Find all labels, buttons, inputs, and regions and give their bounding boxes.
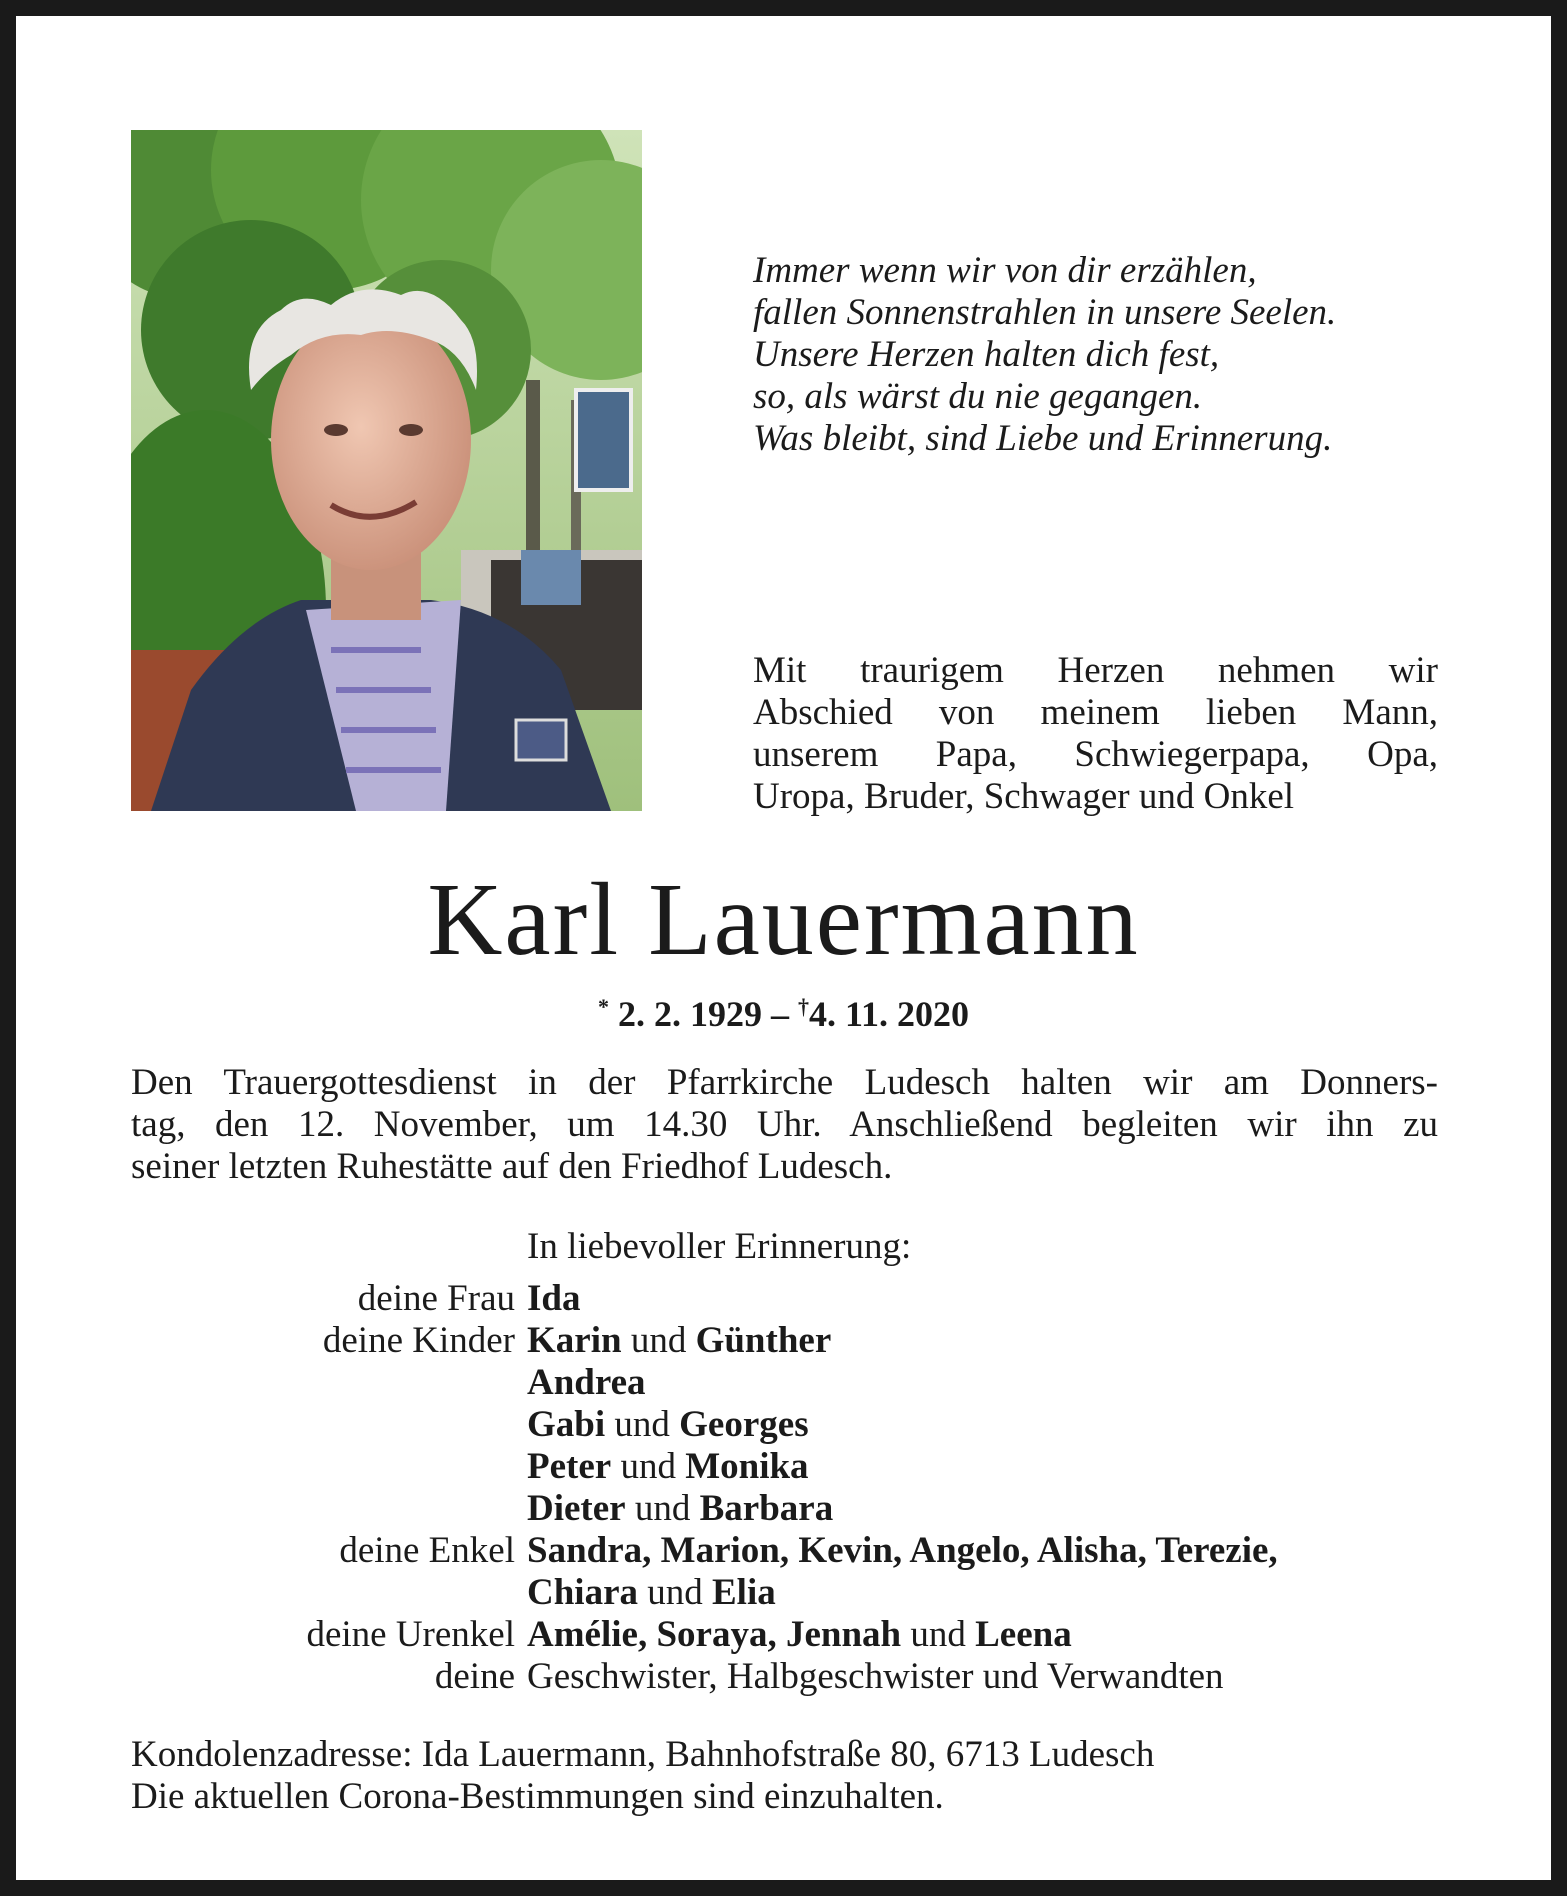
condolence-address: Kondolenzadresse: Ida Lauermann, Bahnhofstraße 80, 6713 Ludesch [131, 1734, 1155, 1775]
date-separator: – [770, 994, 789, 1034]
family-name: Barbara [699, 1488, 834, 1529]
conjunction: und [625, 1488, 700, 1529]
family-row-children [131, 1320, 1451, 1362]
family-name: Dieter [527, 1488, 626, 1529]
mourners-list [131, 1278, 1451, 1698]
conjunction: und [621, 1320, 696, 1361]
conjunction: und [605, 1404, 680, 1445]
relation-label: deine Urenkel [306, 1614, 515, 1655]
conjunction: und [611, 1446, 686, 1487]
condolence-footer [131, 1734, 1154, 1818]
family-row-children [131, 1488, 1451, 1530]
memory-heading: In liebevoller Erinnerung: [527, 1226, 912, 1267]
family-row-children [131, 1362, 1451, 1404]
intro-line: Mit traurigem Herzen nehmen wir [753, 650, 1438, 691]
family-row-grandchildren [131, 1530, 1451, 1572]
memorial-poem [753, 250, 1336, 460]
death-symbol: † [797, 994, 809, 1019]
family-name: Amélie, Soraya, Jennah [527, 1614, 902, 1655]
farewell-intro [753, 650, 1438, 818]
funeral-service-text [131, 1062, 1438, 1188]
family-row-children [131, 1404, 1451, 1446]
relation-label: deine Kinder [322, 1320, 515, 1361]
family-name: Gabi [527, 1404, 606, 1445]
relation-label: deine Frau [357, 1278, 515, 1319]
portrait-photo [131, 130, 642, 811]
service-line: Den Trauergottesdienst in der Pfarrkirche Ludesch halten wir am Donners- [131, 1062, 1438, 1103]
family-name: Karin [527, 1320, 622, 1361]
poem-line: Was bleibt, sind Liebe und Erinnerung. [753, 418, 1333, 459]
family-name: Sandra, Marion, Kevin, Angelo, Alisha, Terezie, [527, 1530, 1278, 1571]
conjunction: und [638, 1572, 712, 1613]
family-row-children [131, 1446, 1451, 1488]
family-name: Elia [712, 1572, 776, 1613]
corona-notice: Die aktuellen Corona-Bestimmungen sind einzuhalten. [131, 1776, 944, 1817]
family-name: Günther [695, 1320, 832, 1361]
relation-label: deine Enkel [339, 1530, 515, 1571]
birth-date: 2. 2. 1929 [617, 994, 762, 1034]
family-name: Leena [975, 1614, 1072, 1655]
family-row-great-grandchildren [131, 1614, 1451, 1656]
death-date: 4. 11. 2020 [808, 994, 969, 1034]
family-name: Peter [527, 1446, 612, 1487]
intro-line: Abschied von meinem lieben Mann, [753, 692, 1438, 733]
portrait-photo-illustration [131, 130, 642, 811]
birth-symbol: * [597, 994, 609, 1019]
family-row-grandchildren [131, 1572, 1451, 1614]
deceased-name: Karl Lauermann [427, 862, 1140, 977]
family-name: Monika [685, 1446, 809, 1487]
relation-label: deine [434, 1656, 515, 1697]
life-dates [0, 985, 1567, 1036]
siblings-text: Geschwister, Halbgeschwister und Verwandten [527, 1656, 1224, 1697]
poem-line: Unsere Herzen halten dich fest, [753, 334, 1220, 375]
family-name: Chiara [527, 1572, 638, 1613]
service-line: tag, den 12. November, um 14.30 Uhr. Anschließend begleiten wir ihn zu [131, 1104, 1438, 1145]
intro-line: unserem Papa, Schwiegerpapa, Opa, [753, 734, 1438, 775]
family-name: Georges [679, 1404, 809, 1445]
poem-line: Immer wenn wir von dir erzählen, [753, 250, 1257, 291]
service-line: seiner letzten Ruhestätte auf den Friedhof Ludesch. [131, 1146, 893, 1187]
poem-line: fallen Sonnenstrahlen in unsere Seelen. [753, 292, 1337, 333]
family-name: Ida [527, 1278, 581, 1319]
conjunction: und [901, 1614, 976, 1655]
family-name: Andrea [527, 1362, 646, 1403]
family-row-wife [131, 1278, 1451, 1320]
poem-line: so, als wärst du nie gegangen. [753, 376, 1203, 417]
family-row-siblings [131, 1656, 1451, 1698]
intro-line: Uropa, Bruder, Schwager und Onkel [753, 776, 1295, 817]
